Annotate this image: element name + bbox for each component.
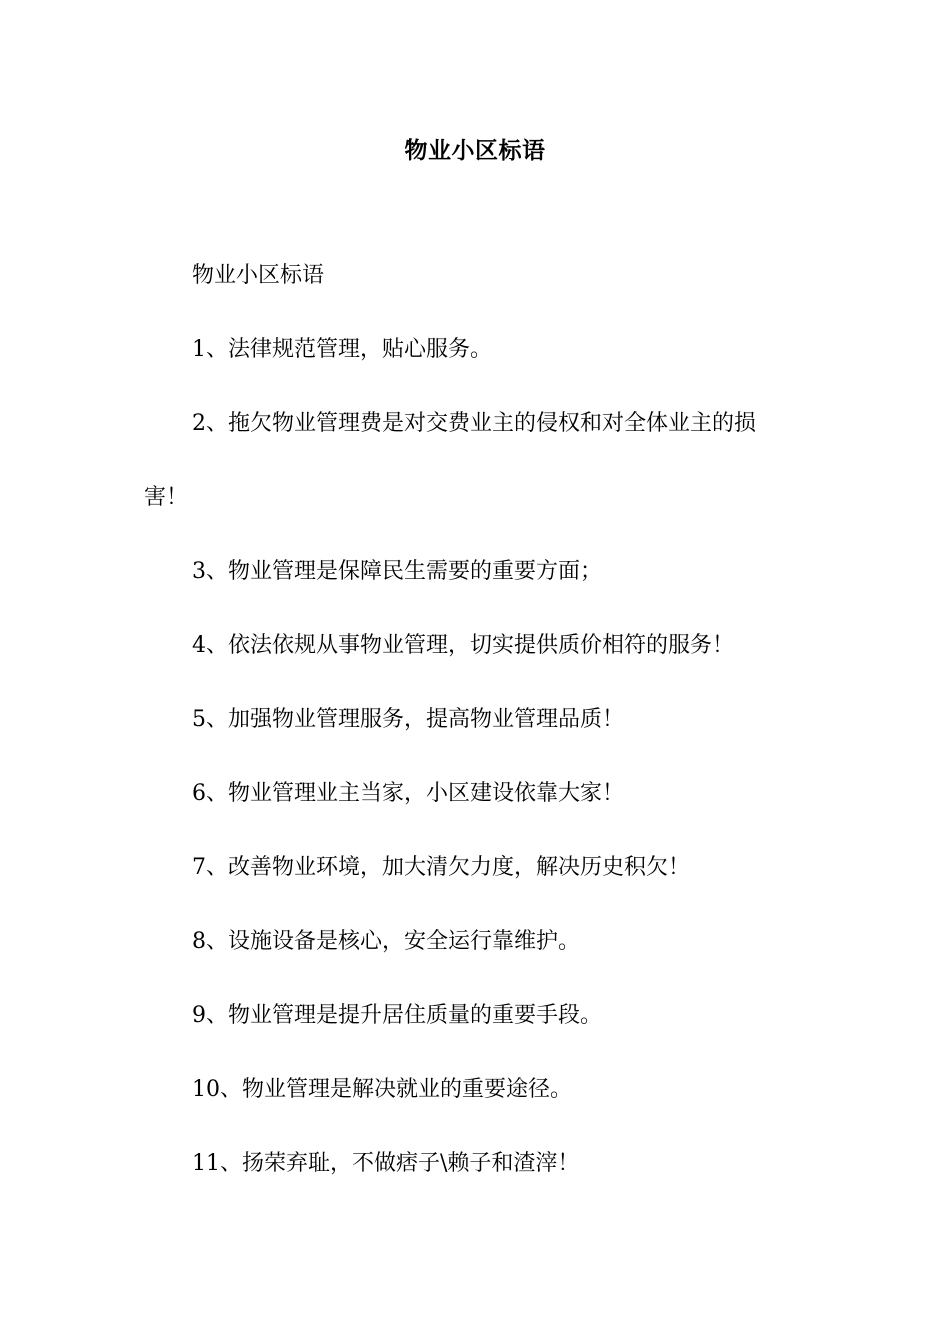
document-body — [144, 257, 812, 1219]
slogan-item-3: 3、物业管理是保障民生需要的重要方面； — [192, 559, 602, 584]
document-title: 物业小区标语 — [404, 137, 546, 164]
slogan-item-5: 5、加强物业管理服务，提高物业管理品质！ — [192, 707, 624, 732]
slogan-item-11: 11、扬荣弃耻，不做痞子\赖子和渣滓！ — [192, 1151, 580, 1176]
slogan-item-4: 4、依法依规从事物业管理，切实提供质价相符的服务！ — [192, 633, 734, 658]
slogan-item-7: 7、改善物业环境，加大清欠力度，解决历史积欠！ — [192, 855, 690, 880]
slogan-item-6: 6、物业管理业主当家，小区建设依靠大家！ — [192, 781, 624, 806]
slogan-item-1: 1、法律规范管理，贴心服务。 — [192, 337, 492, 362]
paragraph-heading: 物业小区标语 — [192, 263, 325, 288]
slogan-item-2-line-1: 2、拖欠物业管理费是对交费业主的侵权和对全体业主的损 — [192, 411, 756, 436]
slogan-item-8: 8、设施设备是核心，安全运行靠维护。 — [192, 929, 580, 954]
slogan-item-9: 9、物业管理是提升居住质量的重要手段。 — [192, 1003, 602, 1028]
slogan-item-10: 10、物业管理是解决就业的重要途径。 — [192, 1077, 572, 1102]
slogan-item-2 — [144, 405, 812, 442]
slogan-item-2-continuation: 害！ — [144, 485, 189, 510]
